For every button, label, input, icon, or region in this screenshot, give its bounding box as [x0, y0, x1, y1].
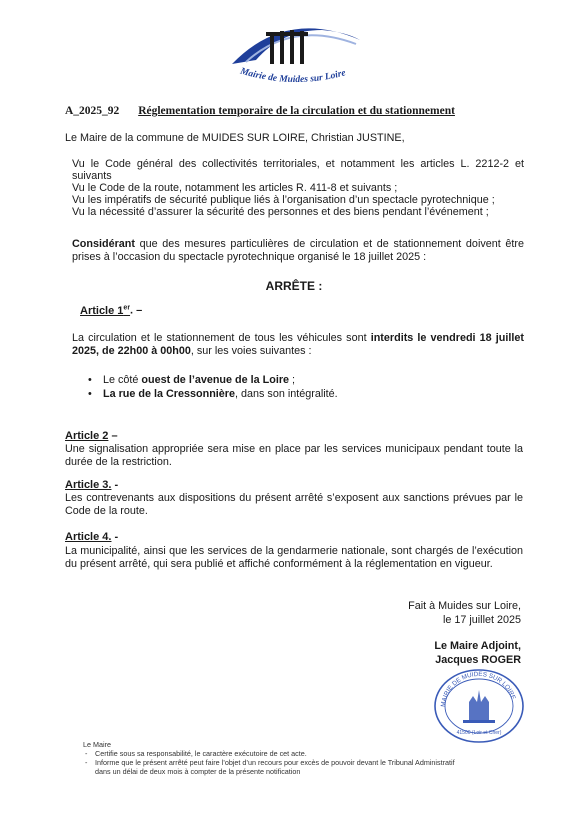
visa-item: Vu la nécessité d’assurer la sécurité des personnes et des biens pendant l’événement ; — [72, 206, 489, 218]
footer-item: - Informe que le présent arrêté peut faire l’objet d’un recours pour excès de pouvoir devant le Tribunal Administratif — [83, 758, 455, 767]
document-ref: A_2025_92 — [65, 105, 120, 117]
article-2-label: Article 2 — [65, 430, 109, 442]
visa-item: Vu le Code de la route, notamment les articles R. 411-8 et suivants ; — [72, 182, 398, 194]
visa-item: Vu les impératifs de sécurité publique liés à l’organisation d’un spectacle pyrotechnique ; — [72, 194, 495, 206]
article-2-suffix: – — [108, 430, 118, 442]
article-3-heading — [65, 479, 118, 491]
bullet-2-bold: La rue de la Cressonnière — [103, 388, 236, 400]
arrete-heading: ARRÊTE : — [265, 279, 323, 293]
signature-role: Le Maire Adjoint, — [434, 640, 521, 652]
article-1-sup: er — [123, 304, 131, 311]
footer-notes — [83, 740, 455, 776]
article-3-label: Article 3. — [65, 479, 112, 491]
article-4-suffix: - — [111, 531, 119, 543]
considerant-text: que des mesures particulières de circulation et de stationnement doivent être prises à l’occasion du spectacle pyrotechnique organisé le 18 juillet 2025 : — [72, 238, 524, 263]
article-3-suffix: - — [111, 479, 119, 491]
article-1-suffix: . – — [130, 304, 143, 317]
article-1-text-c: , sur les voies suivantes : — [190, 344, 312, 357]
logo-text: Mairie de Muides sur Loire — [239, 66, 347, 86]
list-item — [88, 373, 338, 387]
article-2-text: Une signalisation appropriée sera mise en place par les services municipaux pendant toute la durée de la restriction. — [65, 443, 523, 468]
svg-text:Mairie de Muides sur Loire — [238, 66, 348, 85]
document-title: Réglementation temporaire de la circulation et du stationnement — [138, 105, 455, 117]
stamp-subtext: 41500 (Loir et Cher) — [456, 730, 502, 736]
article-1-text — [72, 332, 524, 357]
intro-text: Le Maire de la commune de MUIDES SUR LOIRE, Christian JUSTINE, — [65, 132, 405, 144]
article-1-bullets — [88, 373, 338, 401]
official-stamp — [433, 668, 525, 744]
footer-continuation: dans un délai de deux mois à compter de la présente notification — [95, 767, 301, 776]
municipal-logo — [226, 14, 366, 86]
considerant-label: Considérant — [72, 238, 135, 250]
footer-item: - Certifie sous sa responsabilité, le caractère exécutoire de cet acte. — [83, 749, 455, 758]
list-item — [88, 387, 338, 401]
visas-list — [72, 158, 524, 218]
article-3-text: Les contrevenants aux dispositions du présent arrêté s’exposent aux sanctions prévues par le Code de la route. — [65, 492, 523, 517]
signature-place: Fait à Muides sur Loire, — [408, 600, 521, 612]
considerant-paragraph — [72, 238, 524, 263]
article-2-heading — [65, 430, 118, 442]
bullet-1-bold: ouest de l’avenue de la Loire — [141, 374, 290, 386]
bullet-1-pre: Le côté — [103, 374, 142, 386]
signature-date: le 17 juillet 2025 — [442, 614, 521, 626]
bullet-2-post: , dans son intégralité. — [235, 388, 338, 400]
document-header — [65, 105, 535, 117]
article-1-text-b: interdits le vendredi 18 juillet 2025, de 22h00 à 00h00 — [72, 332, 524, 357]
stamp-text: MAIRIE DE MUIDES SUR LOIRE — [439, 670, 517, 708]
article-4-text: La municipalité, ainsi que les services de la gendarmerie nationale, sont chargés de l’exécution du présent arrêté, qui sera publié et affiché conformément à la réglementation en vigueur. — [65, 545, 523, 570]
bullet-1-post: ; — [289, 374, 296, 386]
article-4-label: Article 4. — [65, 531, 112, 543]
footer-label: Le Maire — [83, 740, 111, 749]
article-4-heading — [65, 531, 118, 543]
article-1-heading — [80, 304, 142, 317]
article-1-text-a: La circulation et le stationnement de tous les véhicules sont — [72, 332, 371, 344]
signature-name: Jacques ROGER — [435, 654, 521, 666]
visa-item: Vu le Code général des collectivités territoriales, et notamment les articles L. 2212-2 et suivants — [72, 158, 524, 182]
article-1-label: Article 1 — [80, 304, 124, 317]
